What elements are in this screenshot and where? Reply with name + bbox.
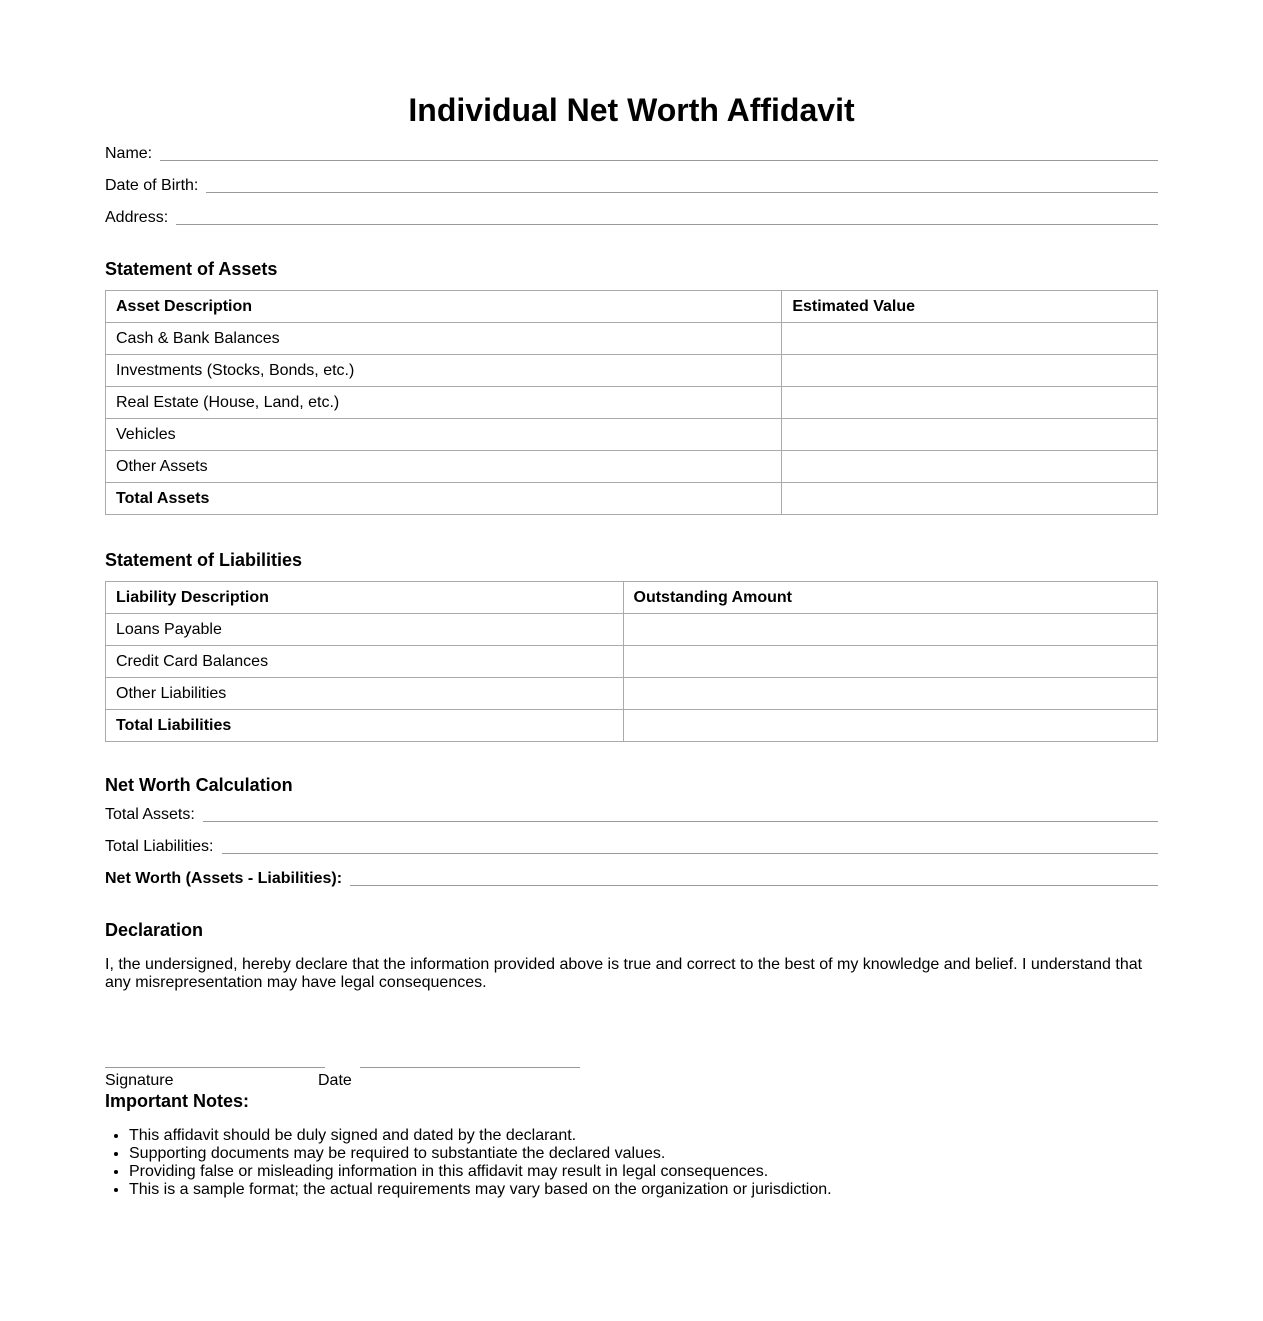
assets-heading: Statement of Assets bbox=[105, 259, 278, 279]
net-worth-field-label: Net Worth (Assets - Liabilities): bbox=[105, 870, 343, 887]
address-field[interactable] bbox=[105, 209, 1158, 227]
table-row bbox=[106, 614, 1158, 646]
liability-description-header: Liability Description bbox=[106, 582, 624, 614]
liability-amount-cell[interactable] bbox=[623, 646, 1158, 678]
assets-header-row bbox=[106, 291, 1158, 323]
total-liabilities-field[interactable] bbox=[105, 838, 1158, 856]
total-assets-field[interactable] bbox=[105, 806, 1158, 824]
signature-line[interactable] bbox=[105, 1067, 325, 1068]
assets-table bbox=[105, 290, 1158, 515]
name-input-line[interactable] bbox=[160, 160, 1158, 161]
important-notes-heading: Important Notes: bbox=[105, 1091, 249, 1111]
total-assets-value-cell[interactable] bbox=[782, 483, 1158, 515]
date-line[interactable] bbox=[360, 1067, 580, 1068]
liability-description-cell: Loans Payable bbox=[106, 614, 624, 646]
list-item: • Providing false or misleading information in this affidavit may result in legal consequences. bbox=[129, 1163, 1149, 1181]
total-liabilities-input-line[interactable] bbox=[222, 853, 1159, 854]
signature-label: Signature bbox=[105, 1072, 174, 1089]
declaration-heading: Declaration bbox=[105, 920, 204, 940]
total-liabilities-field-label: Total Liabilities: bbox=[105, 838, 214, 855]
table-row bbox=[106, 323, 1158, 355]
list-item: • Supporting documents may be required to substantiate the declared values. bbox=[129, 1145, 1149, 1163]
liability-description-cell: Other Liabilities bbox=[106, 678, 624, 710]
total-assets-label: Total Assets bbox=[106, 483, 782, 515]
liabilities-table bbox=[105, 581, 1158, 742]
total-liabilities-value-cell[interactable] bbox=[623, 710, 1158, 742]
asset-value-cell[interactable] bbox=[782, 451, 1158, 483]
table-row bbox=[106, 451, 1158, 483]
asset-description-header: Asset Description bbox=[106, 291, 782, 323]
table-row bbox=[106, 419, 1158, 451]
liabilities-header-row bbox=[106, 582, 1158, 614]
liabilities-heading: Statement of Liabilities bbox=[105, 550, 303, 570]
total-assets-field-label: Total Assets: bbox=[105, 806, 195, 823]
total-liabilities-label: Total Liabilities bbox=[106, 710, 624, 742]
total-liabilities-row bbox=[106, 710, 1158, 742]
asset-value-cell[interactable] bbox=[782, 419, 1158, 451]
asset-value-cell[interactable] bbox=[782, 355, 1158, 387]
table-row bbox=[106, 387, 1158, 419]
declaration-text: I, the undersigned, hereby declare that the information provided above is true and correct to the best of my knowledge and belief. I understand that any misrepresentation may have legal consequences. bbox=[105, 956, 1143, 991]
total-assets-input-line[interactable] bbox=[203, 821, 1158, 822]
dob-label: Date of Birth: bbox=[105, 177, 199, 194]
liability-amount-cell[interactable] bbox=[623, 678, 1158, 710]
net-worth-heading: Net Worth Calculation bbox=[105, 775, 293, 795]
net-worth-input-line[interactable] bbox=[350, 885, 1158, 886]
asset-value-cell[interactable] bbox=[782, 323, 1158, 355]
asset-description-cell: Investments (Stocks, Bonds, etc.) bbox=[106, 355, 782, 387]
address-input-line[interactable] bbox=[176, 224, 1158, 225]
liability-description-cell: Credit Card Balances bbox=[106, 646, 624, 678]
total-assets-row bbox=[106, 483, 1158, 515]
net-worth-field[interactable] bbox=[105, 870, 1158, 888]
asset-description-cell: Other Assets bbox=[106, 451, 782, 483]
dob-field[interactable] bbox=[105, 177, 1158, 195]
address-label: Address: bbox=[105, 209, 169, 226]
list-item: • This affidavit should be duly signed and dated by the declarant. bbox=[129, 1127, 1149, 1145]
name-label: Name: bbox=[105, 145, 153, 162]
estimated-value-header: Estimated Value bbox=[782, 291, 1158, 323]
list-item: • This is a sample format; the actual requirements may vary based on the organization or jurisdiction. bbox=[129, 1181, 1149, 1199]
liability-amount-cell[interactable] bbox=[623, 614, 1158, 646]
asset-value-cell[interactable] bbox=[782, 387, 1158, 419]
name-field[interactable] bbox=[105, 145, 1158, 163]
asset-description-cell: Cash & Bank Balances bbox=[106, 323, 782, 355]
asset-description-cell: Vehicles bbox=[106, 419, 782, 451]
table-row bbox=[106, 355, 1158, 387]
page-title: Individual Net Worth Affidavit bbox=[408, 92, 855, 128]
table-row bbox=[106, 646, 1158, 678]
important-notes-list bbox=[105, 1127, 1149, 1199]
table-row bbox=[106, 678, 1158, 710]
asset-description-cell: Real Estate (House, Land, etc.) bbox=[106, 387, 782, 419]
outstanding-amount-header: Outstanding Amount bbox=[623, 582, 1158, 614]
dob-input-line[interactable] bbox=[206, 192, 1158, 193]
date-label: Date bbox=[318, 1072, 352, 1089]
